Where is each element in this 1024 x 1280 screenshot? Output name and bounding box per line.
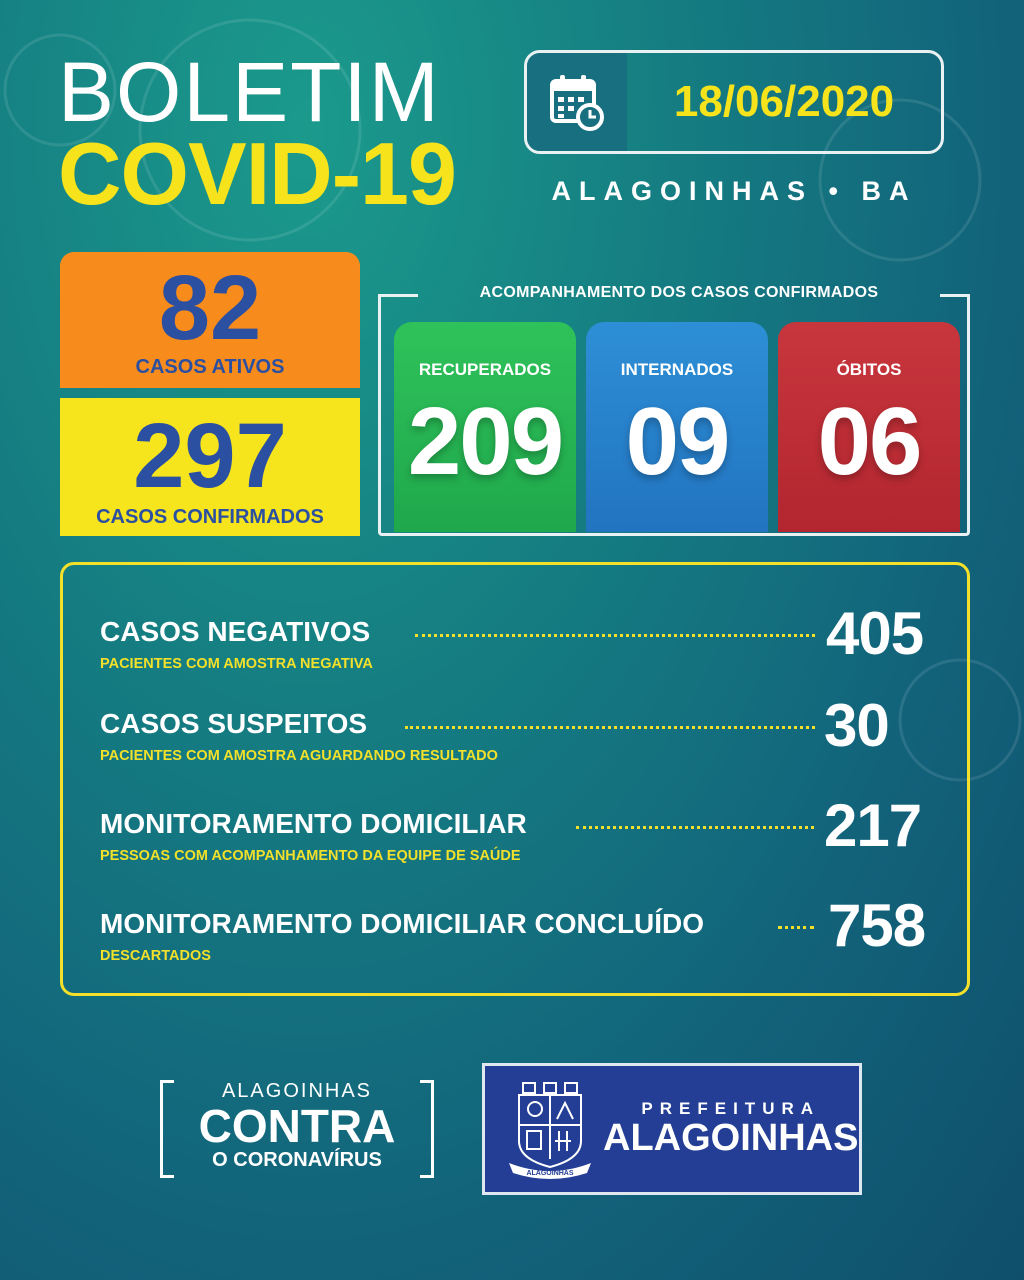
deaths-label: ÓBITOS (836, 360, 902, 379)
title-boletim: BOLETIM (58, 45, 441, 139)
prefeitura-line1: PREFEITURA (641, 1099, 821, 1119)
campaign-line1: ALAGOINHAS (221, 1080, 373, 1102)
campaign-logo (160, 1080, 434, 1178)
detail-name: CASOS SUSPEITOS (100, 708, 368, 739)
bracket-right (420, 1080, 434, 1178)
detail-name: MONITORAMENTO DOMICILIAR (100, 808, 527, 839)
detail-sub: DESCARTADOS (100, 948, 211, 964)
dotted-leader (778, 926, 814, 929)
detail-sub: PACIENTES COM AMOSTRA NEGATIVA (100, 656, 373, 672)
tracking-title: ACOMPANHAMENTO DOS CASOS CONFIRMADOS (479, 284, 879, 301)
hospitalized-card (586, 322, 768, 532)
detail-row-home-monitoring (100, 792, 960, 888)
date-box (524, 50, 944, 154)
crest-ribbon-text: ALAGOINHAS (526, 1170, 574, 1177)
hospitalized-value: 09 (625, 388, 729, 495)
recovered-card (394, 322, 576, 532)
recovered-label: RECUPERADOS (418, 360, 552, 379)
tracking-frame-top-left (378, 294, 418, 297)
detail-value: 758 (828, 892, 926, 959)
recovered-value: 209 (407, 388, 563, 495)
detail-sub: PACIENTES COM AMOSTRA AGUARDANDO RESULTADO (100, 748, 498, 764)
detail-value: 217 (824, 792, 922, 859)
location-label: ALAGOINHAS • BA (551, 176, 917, 206)
confirmed-cases-label: CASOS CONFIRMADOS (96, 506, 324, 528)
detail-row-home-monitoring-done (100, 892, 960, 988)
dotted-leader (405, 726, 815, 729)
detail-value: 30 (824, 692, 889, 759)
hospitalized-label: INTERNADOS (620, 360, 734, 379)
confirmed-cases-value: 297 (133, 405, 287, 507)
active-cases-value: 82 (158, 257, 262, 359)
prefeitura-logo (482, 1063, 862, 1195)
tracking-frame-top-right (940, 294, 970, 297)
detail-name: CASOS NEGATIVOS (100, 616, 371, 647)
campaign-line3: O CORONAVÍRUS (212, 1149, 382, 1171)
confirmed-cases-box (60, 398, 360, 536)
detail-row-negative (100, 600, 960, 696)
prefeitura-text (603, 1099, 858, 1159)
title-covid: COVID-19 (58, 124, 456, 223)
calendar-clock-icon (548, 73, 606, 131)
dotted-leader (415, 634, 815, 637)
bulletin-date: 18/06/2020 (673, 77, 895, 126)
active-cases-label: CASOS ATIVOS (135, 356, 285, 378)
deaths-card (778, 322, 960, 532)
bracket-left (160, 1080, 174, 1178)
detail-name: MONITORAMENTO DOMICILIAR CONCLUÍDO (100, 908, 705, 939)
campaign-line2: CONTRA (198, 1100, 396, 1152)
detail-sub: PESSOAS COM ACOMPANHAMENTO DA EQUIPE DE SAÚDE (100, 848, 521, 864)
city-crest-icon (505, 1079, 595, 1179)
calendar-icon-wrap (527, 53, 627, 151)
dotted-leader (576, 826, 814, 829)
active-cases-box (60, 252, 360, 388)
prefeitura-line2: ALAGOINHAS (603, 1117, 859, 1160)
detail-value: 405 (826, 600, 924, 667)
detail-row-suspect (100, 692, 960, 788)
deaths-value: 06 (817, 388, 921, 495)
